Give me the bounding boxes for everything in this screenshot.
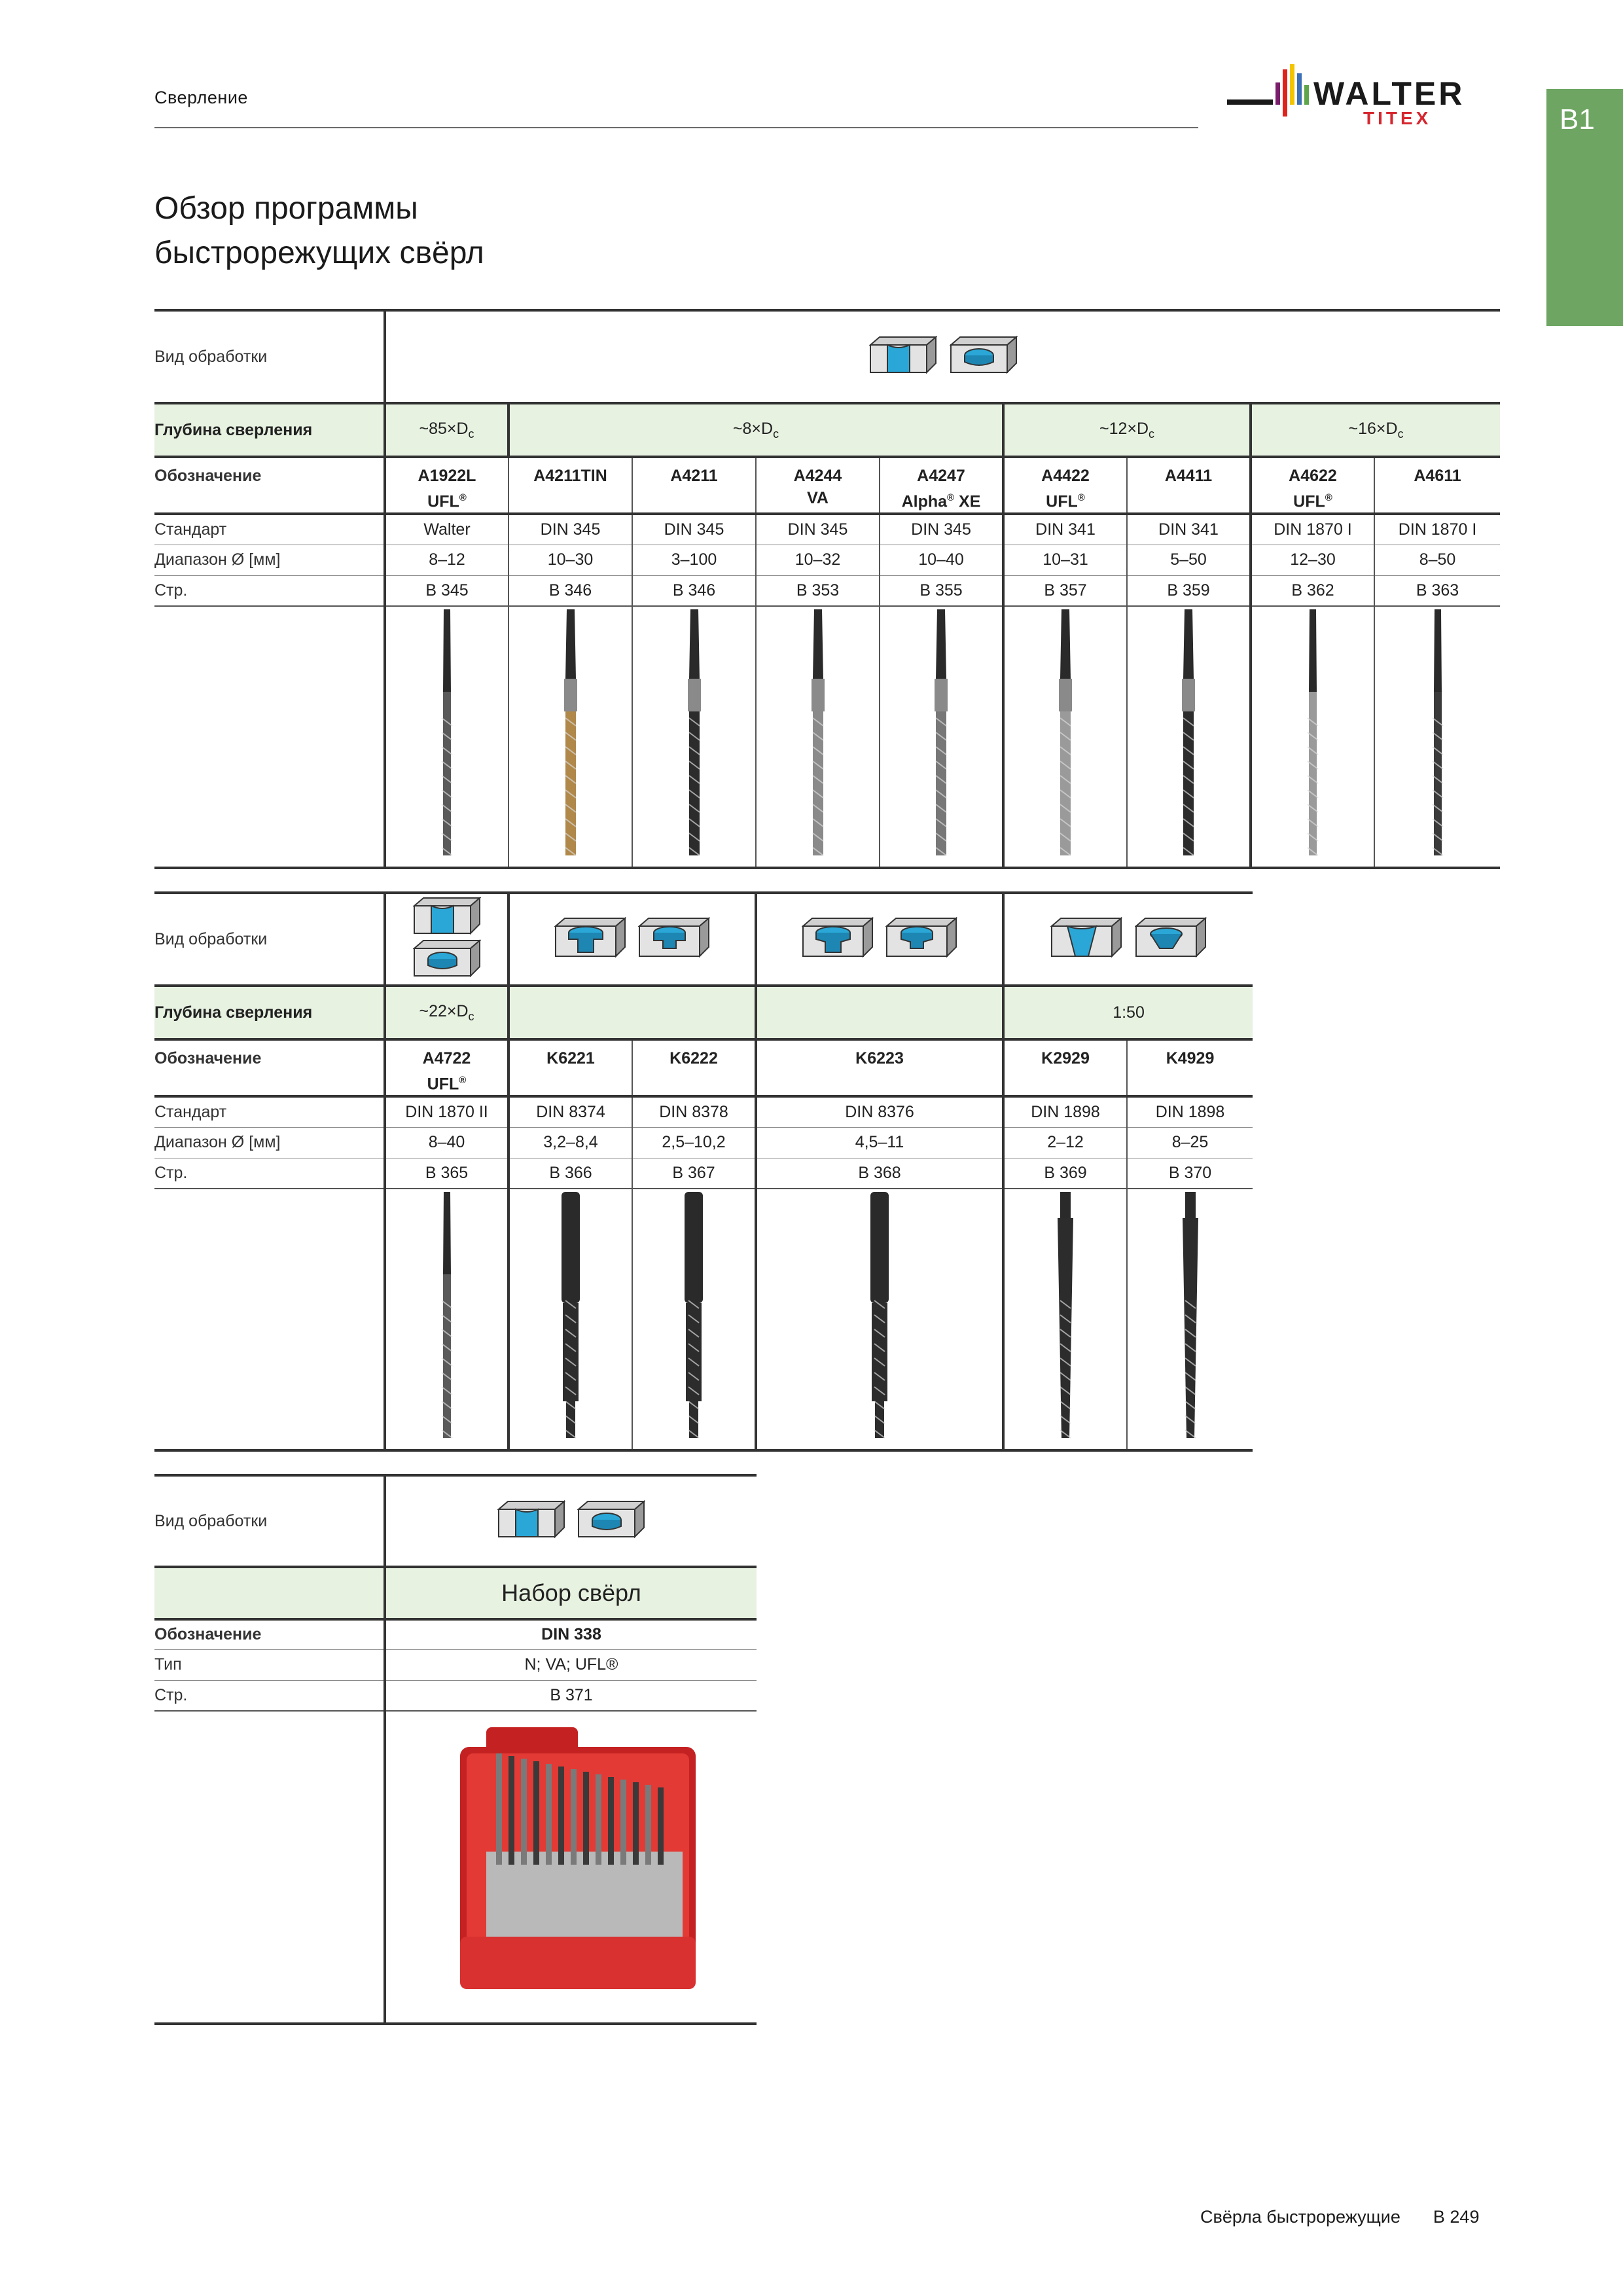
drill-image bbox=[880, 606, 1003, 868]
drill-image bbox=[632, 1189, 756, 1450]
page-title bbox=[154, 187, 484, 276]
range-cell: 8–25 bbox=[1127, 1127, 1253, 1158]
tool-name: A4611 bbox=[1374, 457, 1500, 514]
processing-icons bbox=[508, 893, 756, 986]
depth-85: $\sim 85\times D_c$ bbox=[385, 403, 508, 457]
tool-name: K6221 bbox=[508, 1039, 632, 1096]
range-label: Диапазон Ø [мм] bbox=[154, 545, 385, 575]
page-link[interactable]: B 366 bbox=[508, 1158, 632, 1189]
standard-row bbox=[154, 514, 1500, 545]
range-cell: 10–30 bbox=[508, 545, 632, 575]
drill-image bbox=[1374, 606, 1500, 868]
processing-label: Вид обработки bbox=[154, 893, 385, 986]
through-hole-icon bbox=[497, 1500, 565, 1543]
designation-label: Обозначение bbox=[154, 1039, 385, 1096]
processing-icons bbox=[1003, 893, 1253, 986]
range-cell: 3,2–8,4 bbox=[508, 1127, 632, 1158]
depth-label: Глубина сверления bbox=[154, 403, 385, 457]
range-cell: 2–12 bbox=[1003, 1127, 1127, 1158]
standard-cell: DIN 8378 bbox=[632, 1096, 756, 1127]
standard-cell: DIN 345 bbox=[756, 514, 880, 545]
tool-name: K6222 bbox=[632, 1039, 756, 1096]
tool-name: A4247 Alpha® XE bbox=[880, 457, 1003, 514]
drill-image bbox=[632, 606, 756, 868]
drill-icon bbox=[1418, 607, 1457, 862]
depth-16: $\sim 16\times D_c$ bbox=[1251, 403, 1500, 457]
page-link[interactable]: B 346 bbox=[508, 575, 632, 606]
tool-name: K6223 bbox=[756, 1039, 1003, 1096]
footer-page-number: B 249 bbox=[1433, 2207, 1480, 2227]
drill-icon bbox=[551, 607, 590, 862]
drill-icon bbox=[798, 607, 838, 862]
drill-image bbox=[1127, 1189, 1253, 1450]
depth-label: Глубина сверления bbox=[154, 986, 385, 1039]
overview-table-1 bbox=[154, 309, 1500, 869]
drill-image bbox=[1127, 606, 1251, 868]
overview-table-3 bbox=[154, 1474, 757, 2025]
page-row bbox=[154, 575, 1500, 606]
page-link[interactable]: B 365 bbox=[385, 1158, 508, 1189]
tool-name: K4929 bbox=[1127, 1039, 1253, 1096]
taper-hole-icon bbox=[1050, 917, 1122, 962]
depth-empty bbox=[756, 986, 1003, 1039]
tool-name: A1922L UFL® bbox=[385, 457, 508, 514]
step-hole-icon bbox=[885, 917, 957, 962]
drill-icon bbox=[1293, 607, 1332, 862]
tool-name: A4422 UFL® bbox=[1003, 457, 1127, 514]
page-title-line2: быстрорежущих свёрл bbox=[154, 236, 484, 270]
tool-name: A4211 bbox=[632, 457, 756, 514]
set-designation: DIN 338 bbox=[385, 1619, 757, 1649]
walter-titex-logo bbox=[1227, 59, 1502, 131]
drill-image bbox=[385, 1189, 508, 1450]
drill-icon bbox=[921, 607, 961, 862]
drill-icon bbox=[1046, 1189, 1085, 1444]
tool-name: A4622 UFL® bbox=[1251, 457, 1374, 514]
range-cell: 12–30 bbox=[1251, 545, 1374, 575]
drill-image bbox=[1251, 606, 1374, 868]
footer bbox=[1200, 2207, 1479, 2227]
footer-title: Свёрла быстрорежущие bbox=[1200, 2207, 1400, 2227]
page-link[interactable]: B 371 bbox=[385, 1680, 757, 1711]
standard-cell: DIN 1870 I bbox=[1374, 514, 1500, 545]
overview-table-2 bbox=[154, 891, 1253, 1452]
drill-icon bbox=[1169, 607, 1208, 862]
tool-name: A4244 VA bbox=[756, 457, 880, 514]
drill-image bbox=[508, 606, 632, 868]
standard-cell: DIN 1898 bbox=[1127, 1096, 1253, 1127]
page-link[interactable]: B 362 bbox=[1251, 575, 1374, 606]
through-hole-icon bbox=[869, 336, 937, 378]
tool-name: A4411 bbox=[1127, 457, 1251, 514]
range-cell: 4,5–11 bbox=[756, 1127, 1003, 1158]
drill-icon bbox=[427, 607, 467, 862]
range-cell: 8–50 bbox=[1374, 545, 1500, 575]
drill-image bbox=[385, 606, 508, 868]
standard-cell: DIN 8376 bbox=[756, 1096, 1003, 1127]
standard-cell: DIN 1898 bbox=[1003, 1096, 1127, 1127]
set-type: N; VA; UFL® bbox=[385, 1649, 757, 1680]
standard-cell: DIN 8374 bbox=[508, 1096, 632, 1127]
range-cell: 8–40 bbox=[385, 1127, 508, 1158]
page-link[interactable]: B 353 bbox=[756, 575, 880, 606]
taper-ratio: 1:50 bbox=[1003, 986, 1253, 1039]
drill-icon bbox=[1171, 1189, 1210, 1444]
page-link[interactable]: B 345 bbox=[385, 575, 508, 606]
set-heading: Набор свёрл bbox=[385, 1567, 757, 1619]
page-link[interactable]: B 369 bbox=[1003, 1158, 1127, 1189]
standard-cell: DIN 341 bbox=[1127, 514, 1251, 545]
processing-icons bbox=[756, 893, 1003, 986]
page-label: Стр. bbox=[154, 1680, 385, 1711]
standard-row bbox=[154, 1096, 1253, 1127]
processing-label: Вид обработки bbox=[154, 1475, 385, 1567]
through-hole-icon bbox=[386, 897, 507, 939]
drill-icon bbox=[1046, 607, 1085, 862]
depth-empty bbox=[508, 986, 756, 1039]
range-row bbox=[154, 545, 1500, 575]
tool-name: A4211TIN bbox=[508, 457, 632, 514]
designation-label: Обозначение bbox=[154, 1619, 385, 1649]
range-cell: 10–40 bbox=[880, 545, 1003, 575]
standard-cell: DIN 345 bbox=[508, 514, 632, 545]
drill-icon bbox=[551, 1189, 590, 1444]
drill-image bbox=[756, 606, 880, 868]
drill-set-image bbox=[385, 1711, 757, 2024]
standard-cell: Walter bbox=[385, 514, 508, 545]
page-link[interactable]: B 357 bbox=[1003, 575, 1127, 606]
range-cell: 10–31 bbox=[1003, 545, 1127, 575]
svg-text:WALTER: WALTER bbox=[1313, 75, 1465, 112]
processing-icons bbox=[385, 893, 508, 986]
blind-hole-icon bbox=[577, 1500, 645, 1543]
image-row bbox=[154, 606, 1500, 868]
drill-icon bbox=[674, 1189, 713, 1444]
page-row bbox=[154, 1158, 1253, 1189]
taper-hole-icon bbox=[1135, 917, 1207, 962]
counterbore-icon bbox=[638, 917, 710, 962]
standard-label: Стандарт bbox=[154, 1096, 385, 1127]
tool-name: K2929 bbox=[1003, 1039, 1127, 1096]
header-divider bbox=[154, 127, 1198, 128]
drill-icon bbox=[675, 607, 714, 862]
range-cell: 3–100 bbox=[632, 545, 756, 575]
processing-icons bbox=[385, 310, 1500, 403]
drill-image bbox=[1003, 1189, 1127, 1450]
page-label: Стр. bbox=[154, 575, 385, 606]
standard-label: Стандарт bbox=[154, 514, 385, 545]
step-hole-icon bbox=[802, 917, 874, 962]
blind-hole-icon bbox=[950, 336, 1018, 378]
depth-12: $\sim 12\times D_c$ bbox=[1003, 403, 1251, 457]
page-link[interactable]: B 370 bbox=[1127, 1158, 1253, 1189]
page-link[interactable]: B 363 bbox=[1374, 575, 1500, 606]
page-title-line1: Обзор программы bbox=[154, 191, 418, 226]
standard-cell: DIN 341 bbox=[1003, 514, 1127, 545]
image-row bbox=[154, 1189, 1253, 1450]
page-link[interactable]: B 368 bbox=[756, 1158, 1003, 1189]
processing-icons bbox=[385, 1475, 757, 1567]
page-link[interactable]: B 346 bbox=[632, 575, 756, 606]
page-link[interactable]: B 355 bbox=[880, 575, 1003, 606]
depth-8: $\sim 8\times D_c$ bbox=[508, 403, 1003, 457]
svg-text:TITEX: TITEX bbox=[1363, 108, 1432, 128]
type-label: Тип bbox=[154, 1649, 385, 1680]
processing-label: Вид обработки bbox=[154, 310, 385, 403]
drill-image bbox=[508, 1189, 632, 1450]
standard-cell: DIN 1870 II bbox=[385, 1096, 508, 1127]
standard-cell: DIN 1870 I bbox=[1251, 514, 1374, 545]
chapter-tab[interactable] bbox=[1546, 89, 1623, 326]
designation-label: Обозначение bbox=[154, 457, 385, 514]
range-cell: 10–32 bbox=[756, 545, 880, 575]
range-row bbox=[154, 1127, 1253, 1158]
drill-icon bbox=[427, 1189, 467, 1444]
drill-icon bbox=[860, 1189, 899, 1444]
range-cell: 2,5–10,2 bbox=[632, 1127, 756, 1158]
counterbore-icon bbox=[554, 917, 626, 962]
page-link[interactable]: B 367 bbox=[632, 1158, 756, 1189]
drill-set-case-icon bbox=[434, 1721, 709, 2009]
standard-cell: DIN 345 bbox=[880, 514, 1003, 545]
standard-cell: DIN 345 bbox=[632, 514, 756, 545]
page-link[interactable]: B 359 bbox=[1127, 575, 1251, 606]
drill-image bbox=[1003, 606, 1127, 868]
tool-name: A4722 UFL® bbox=[385, 1039, 508, 1096]
section-title: Сверление bbox=[154, 88, 248, 107]
drill-image bbox=[756, 1189, 1003, 1450]
range-cell: 8–12 bbox=[385, 545, 508, 575]
range-label: Диапазон Ø [мм] bbox=[154, 1127, 385, 1158]
chapter-tab-label: B1 bbox=[1560, 103, 1595, 135]
page-label: Стр. bbox=[154, 1158, 385, 1189]
range-cell: 5–50 bbox=[1127, 545, 1251, 575]
depth-22: $\sim 22\times D_c$ bbox=[385, 986, 508, 1039]
blind-hole-icon bbox=[386, 939, 507, 982]
